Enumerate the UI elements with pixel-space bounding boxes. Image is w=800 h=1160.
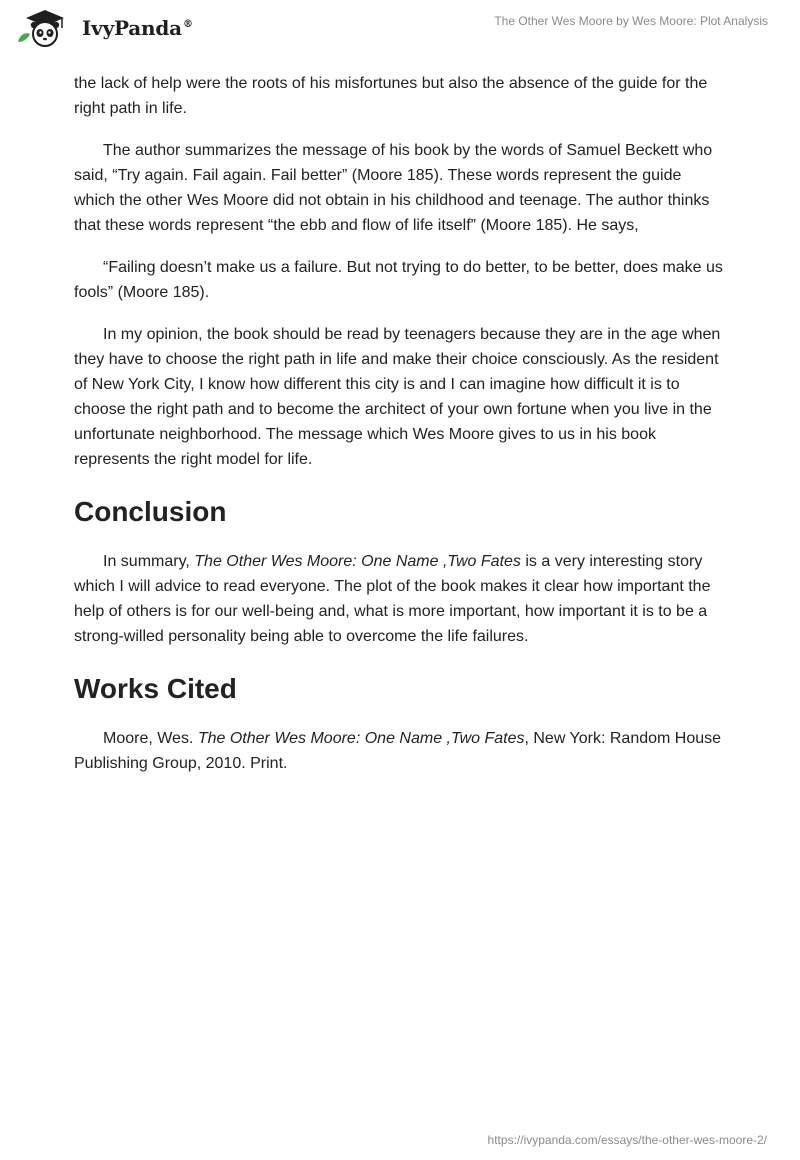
book-title: The Other Wes Moore: One Name ,Two Fates (194, 553, 521, 570)
citation-book-title: The Other Wes Moore: One Name ,Two Fates (197, 730, 525, 747)
ivypanda-logo[interactable] (14, 8, 193, 48)
quote-paragraph: “Failing doesn’t make us a failure. But not trying to do better, to be better, does make us fools” (Moore 185). (74, 259, 723, 301)
works-cited-heading: Works Cited (74, 673, 237, 704)
paragraph: In my opinion, the book should be read by teenagers because they are in the age when they have to choose the right path in life and make their choice consciously. As the resident of New York City, I know how different this city is and I can imagine how difficult it is to choose the right path and to become the architect of your own fortune when you live in the unfortunate neighborhood. The message which Wes Moore gives to us in his book represents the right model for life. (74, 326, 721, 468)
conclusion-paragraph: In summary, The Other Wes Moore: One Name ,Two Fates is a very interesting story which I will advice to read everyone. The plot of the book makes it clear how important the help of others is for our well-being and, what is more important, how important it is to be a strong-willed personality being able to overcome the life failures. (74, 553, 711, 645)
paragraph: The author summarizes the message of his book by the words of Samuel Beckett who said, “Try again. Fail again. Fail better” (Moore 185). These words represent the guide which the other Wes Moore did not obtain in his childhood and teenage. The author thinks that these words represent “the ebb and flow of life itself” (Moore 185). He says, (74, 142, 713, 234)
source-url[interactable]: https://ivypanda.com/essays/the-other-wes-moore-2/ (487, 1133, 767, 1147)
panda-graduate-icon (14, 8, 76, 48)
citation: Moore, Wes. The Other Wes Moore: One Name ,Two Fates, New York: Random House Publishing Group, 2010. Print. (74, 730, 722, 772)
essay-content (74, 71, 726, 793)
document-title: The Other Wes Moore by Wes Moore: Plot Analysis (494, 14, 768, 28)
paragraph: the lack of help were the roots of his misfortunes but also the absence of the guide for the right path in life. (74, 75, 708, 117)
page-header (0, 0, 800, 70)
brand-name: IvyPanda® (82, 16, 193, 40)
conclusion-heading: Conclusion (74, 496, 227, 527)
